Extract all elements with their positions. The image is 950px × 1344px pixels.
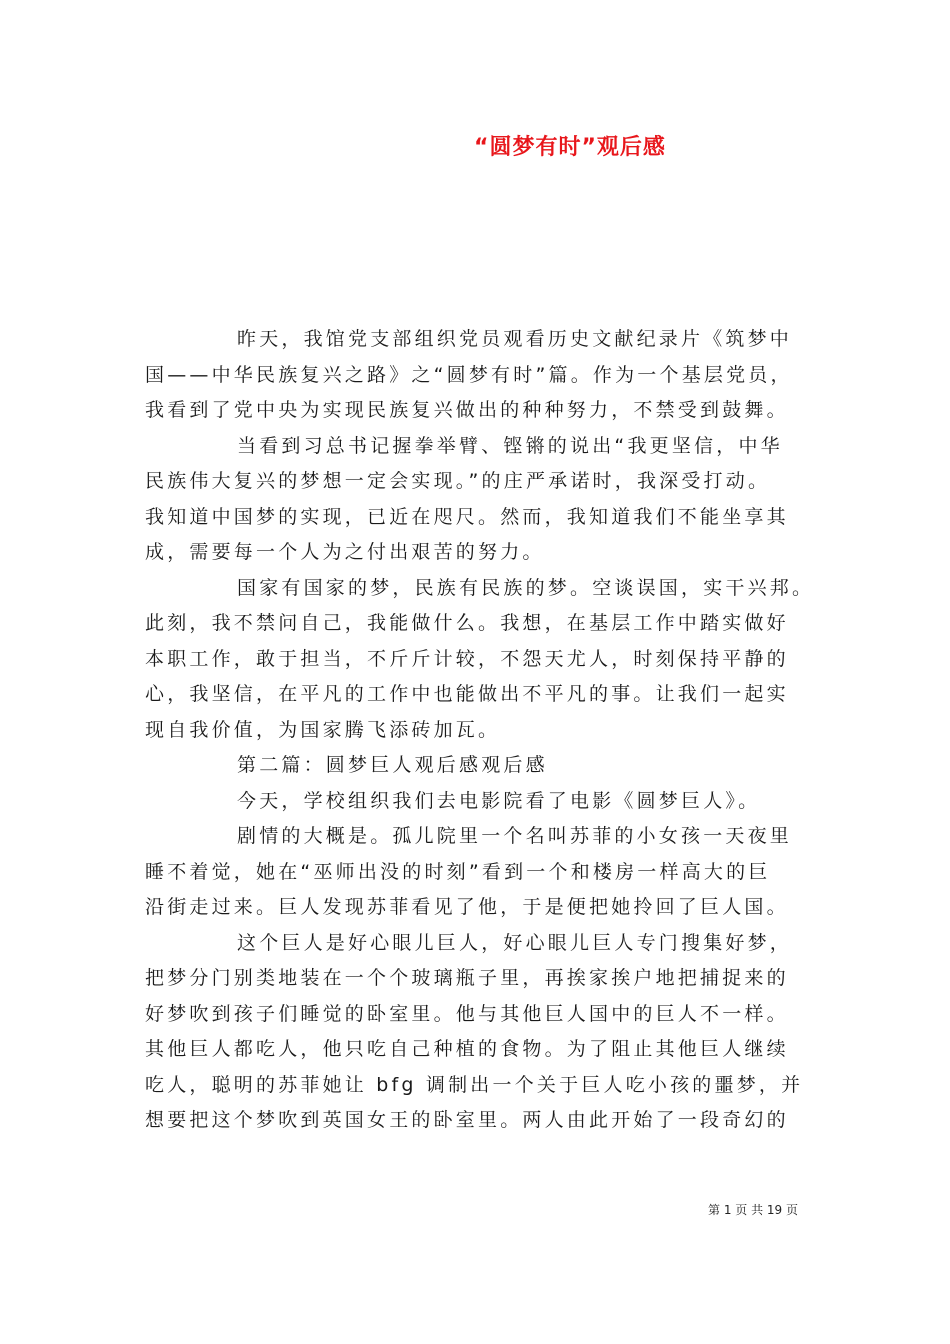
page-number: 第 1 页 共 19 页 xyxy=(708,1203,798,1217)
paragraph-line: 剧情的大概是。孤儿院里一个名叫苏菲的小女孩一天夜里 xyxy=(237,825,793,847)
paragraph-line: 心，我坚信，在平凡的工作中也能做出不平凡的事。让我们一起实 xyxy=(145,683,789,705)
paragraph-line: 民族伟大复兴的梦想一定会实现。”的庄严承诺时，我深受打动。 xyxy=(145,470,771,492)
paragraph-line: 本职工作，敢于担当，不斤斤计较，不怨天尤人，时刻保持平静的 xyxy=(145,647,789,670)
paragraph-line: 现自我价值，为国家腾飞添砖加瓦。 xyxy=(145,718,501,741)
section-heading: 第二篇：圆梦巨人观后感观后感 xyxy=(237,754,548,776)
paragraph-line: 今天，学校组织我们去电影院看了电影《圆梦巨人》。 xyxy=(237,789,761,812)
paragraph-line: 当看到习总书记握拳举臂、铿锵的说出“我更坚信，中华 xyxy=(237,434,783,457)
paragraph-line: 昨天，我馆党支部组织党员观看历史文献纪录片《筑梦中 xyxy=(237,328,793,350)
paragraph-line: 沿街走过来。巨人发现苏菲看见了他，于是便把她拎回了巨人国。 xyxy=(145,896,789,918)
paragraph-line: 此刻，我不禁问自己，我能做什么。我想，在基层工作中踏实做好 xyxy=(145,612,789,634)
paragraph-line: 把梦分门别类地装在一个个玻璃瓶子里，再挨家挨户地把捕捉来的 xyxy=(145,967,789,989)
paragraph-line: 我看到了党中央为实现民族复兴做出的种种努力，不禁受到鼓舞。 xyxy=(145,399,789,421)
paragraph-line: 吃人，聪明的苏菲她让 bfg 调制出一个关于巨人吃小孩的噩梦，并 xyxy=(145,1073,804,1096)
paragraph-line: 国家有国家的梦，民族有民族的梦。空谈误国，实干兴邦。 xyxy=(237,576,815,599)
paragraph-line: 我知道中国梦的实现，已近在咫尺。然而，我知道我们不能坐享其 xyxy=(145,505,789,528)
paragraph-line: 成，需要每一个人为之付出艰苦的努力。 xyxy=(145,541,545,563)
paragraph-line: 国——中华民族复兴之路》之“圆梦有时”篇。作为一个基层党员， xyxy=(145,363,793,386)
paragraph-line: 想要把这个梦吹到英国女王的卧室里。两人由此开始了一段奇幻的 xyxy=(145,1109,789,1131)
paragraph-line: 睡不着觉，她在“巫师出没的时刻”看到一个和楼房一样高大的巨 xyxy=(145,860,771,883)
paragraph-line: 好梦吹到孩子们睡觉的卧室里。他与其他巨人国中的巨人不一样。 xyxy=(145,1002,789,1025)
document-title: “圆梦有时”观后感 xyxy=(474,135,666,160)
document-body xyxy=(145,322,825,1139)
paragraph-line: 其他巨人都吃人，他只吃自己种植的食物。为了阻止其他巨人继续 xyxy=(145,1038,789,1060)
paragraph-line: 这个巨人是好心眼儿巨人，好心眼儿巨人专门搜集好梦， xyxy=(237,931,793,954)
